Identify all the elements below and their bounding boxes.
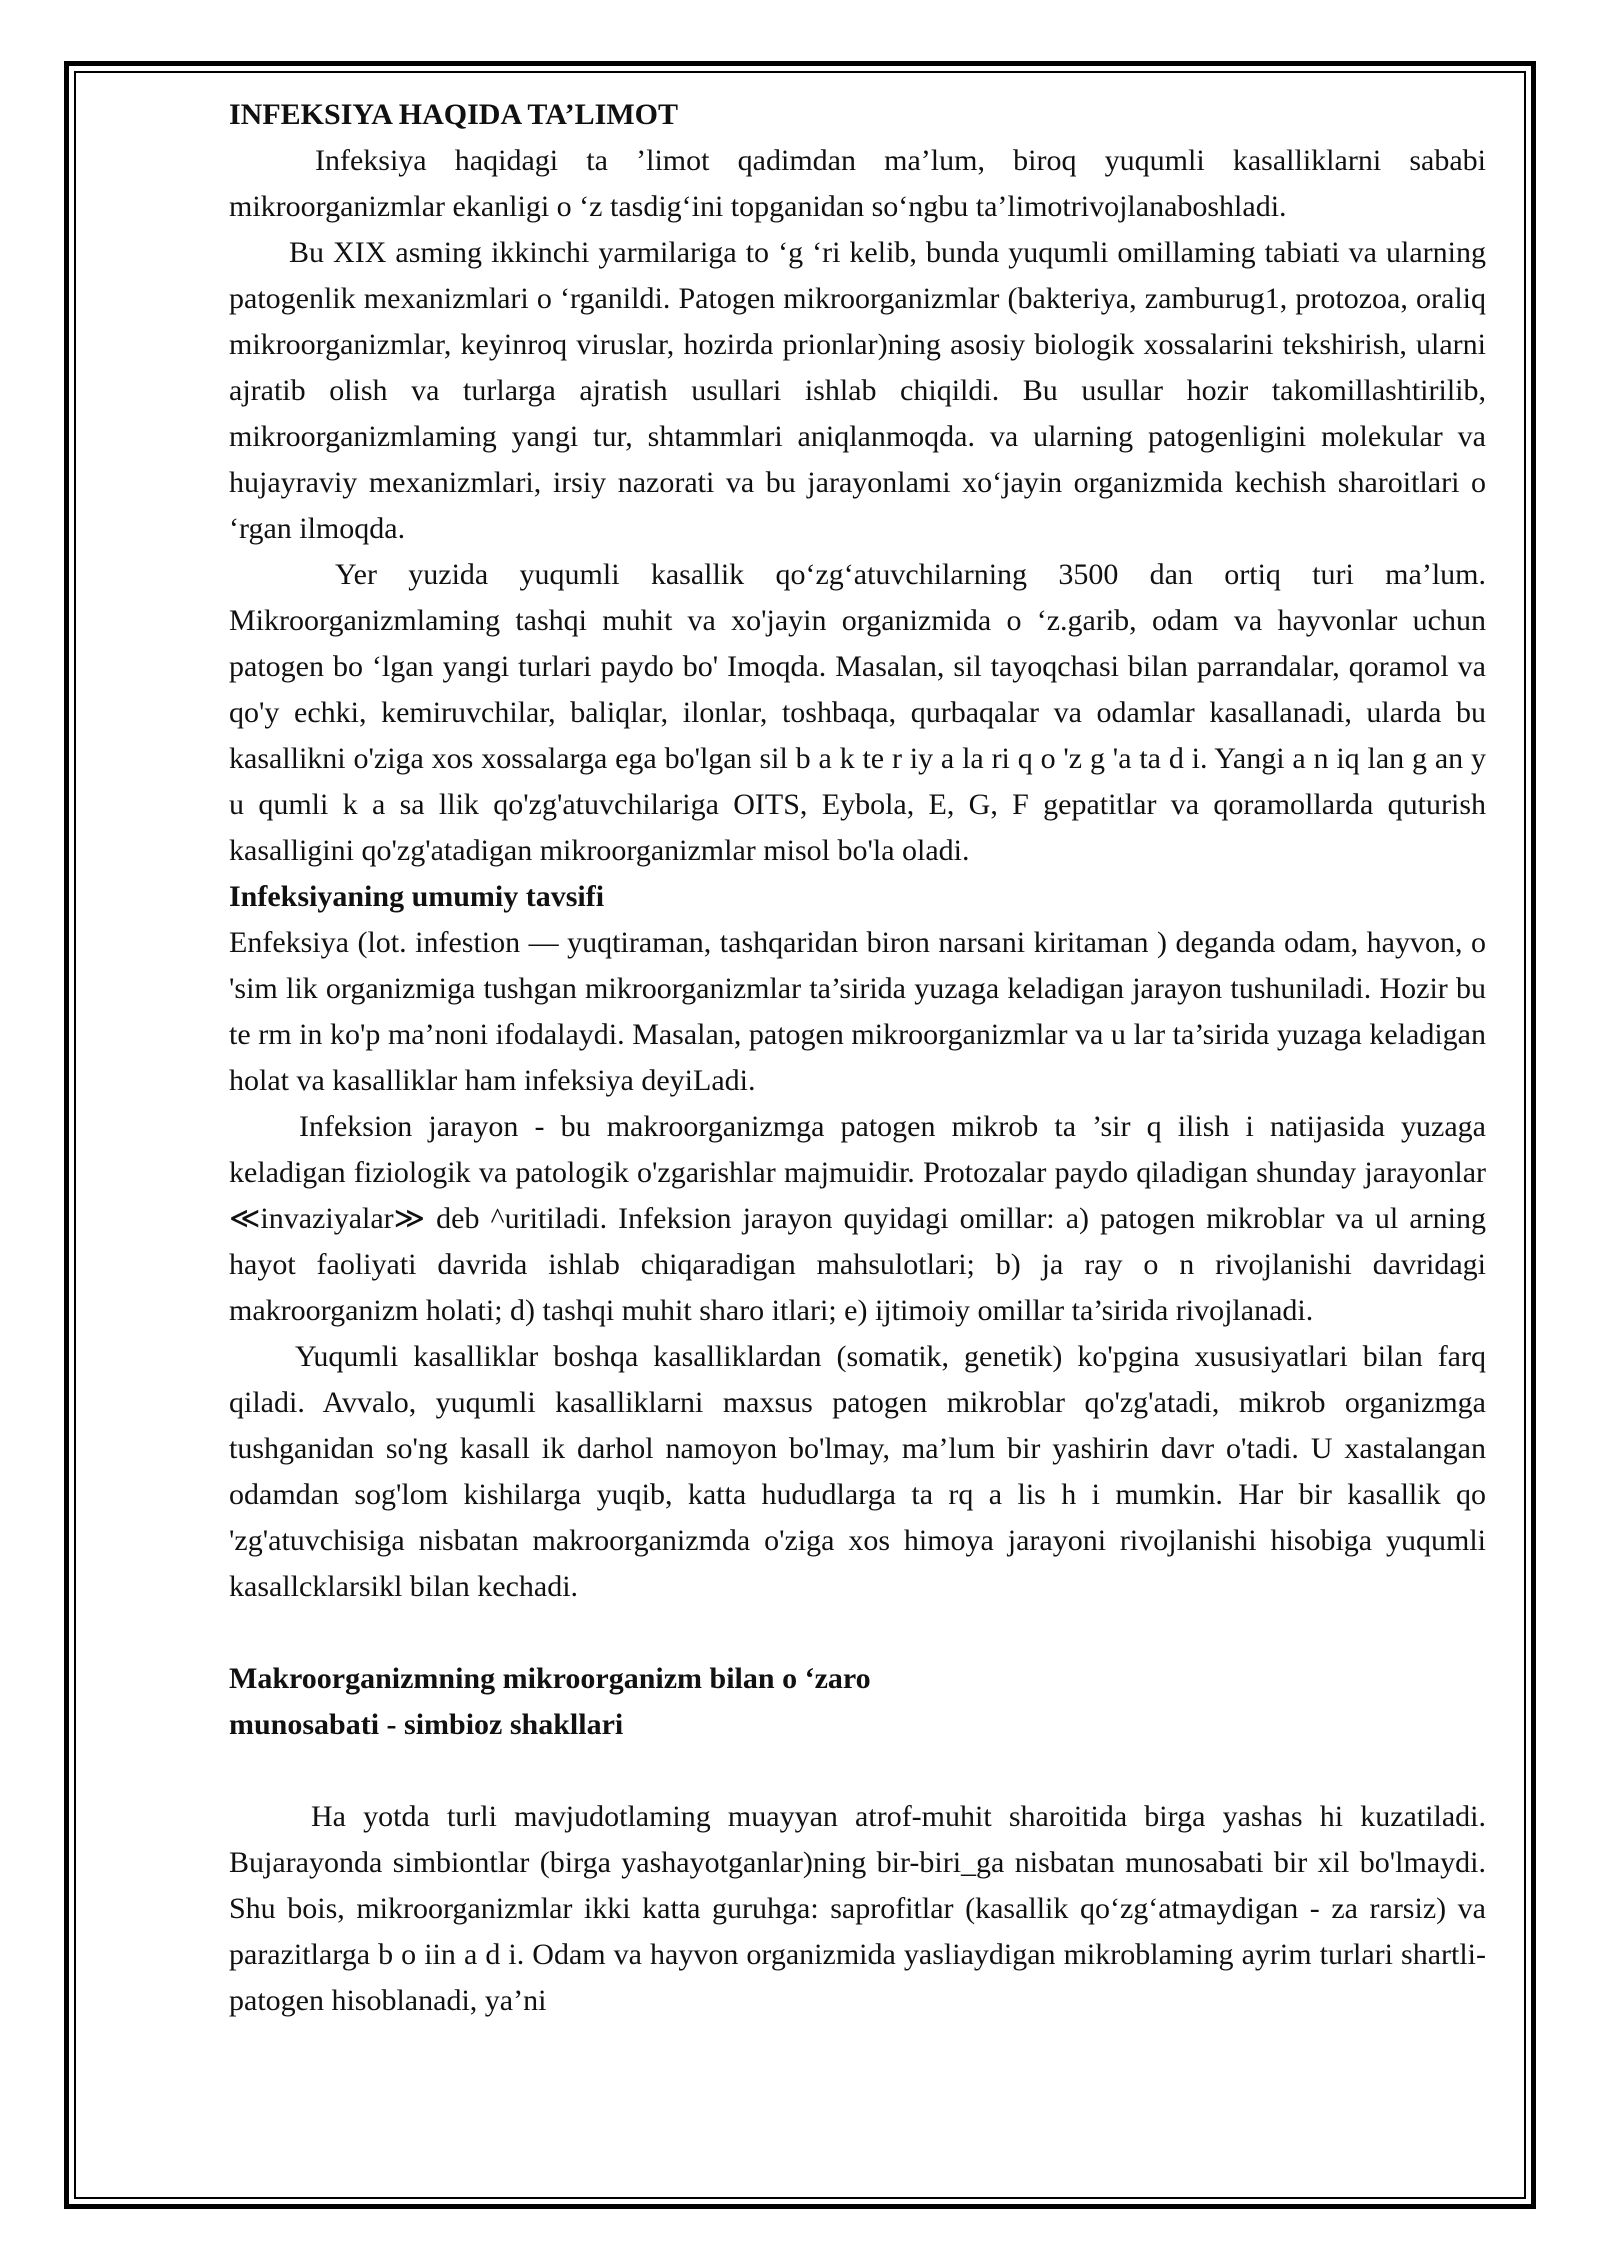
spacer (229, 1748, 1486, 1794)
paragraph-1: Infeksiya haqidagi ta ’limot qadimdan ma’lum, biroq yuqumli kasalliklarni sababi mikroorganizmlar ekanligi o ‘z tasdig‘ini topganidan so‘ngbu ta’limotrivojlanaboshladi. (229, 144, 1486, 223)
paragraph-2: Bu XIX asming ikkinchi yarmilariga to ‘g ‘ri kelib, bunda yuqumli omillaming tabiati va ularning patogenlik mexanizmlari o ‘rganildi. Patogen mikroorganizmlar (bakteriya, zamburug1, protozoa, oraliq mikroorganizmlar, keyinroq viruslar, hozirda prionlar)ning asosiy biologik xossalarini tekshirish, ularni ajratib olish va turlarga ajratish usullari ishlab chiqildi. Bu usullar hozir takomillashtirilib, mikroorganizmlaming yangi tur, shtammlari aniqlanmoqda. va ularning patogenligini molekular va hujayraviy mexanizmlari, irsiy nazorati va bu jarayonlami xo‘jayin organizmida kechish sharoitlari o ‘rgan ilmoqda. (229, 236, 1486, 545)
section-heading-2-line-2: munosabati - simbioz shakllari (229, 1708, 624, 1741)
document-title: INFEKSIYA HAQIDA TA’LIMOT (229, 98, 678, 131)
section-heading-2-line-1: Makroorganizmning mikroorganizm bilan o ‘zaro (229, 1662, 871, 1695)
paragraph-5: Infeksion jarayon - bu makroorganizmga patogen mikrob ta ’sir q ilish i natijasida yuzaga keladigan fiziologik va patologik o'zgarishlar majmuidir. Protozalar paydo qiladigan shunday jarayonlar ≪invaziyalar≫ deb ^uritiladi. Infeksion jarayon quyidagi omillar: a) patogen mikroblar va ul arning hayot faoliyati davrida ishlab chiqaradigan mahsulotlari; b) ja ray o n rivojlanishi davridagi makroorganizm holati; d) tashqi muhit sharo itlari; e) ijtimoiy omillar ta’sirida rivojlanadi. (229, 1110, 1486, 1327)
paragraph-7: Ha yotda turli mavjudotlaming muayyan atrof-muhit sharoitida birga yashas hi kuzatiladi. Bujarayonda simbiontlar (birga yashayotganlar)ning bir-biri_ga nisbatan munosabati bir xil bo'lmaydi. Shu bois, mikroorganizmlar ikki katta guruhga: saprofitlar (kasallik qo‘zg‘atmaydigan - za rarsiz) va parazitlarga b o iin a d i. Odam va hayvon organizmida yasliaydigan mikroblaming ayrim turlari shartli-patogen hisoblanadi, ya’ni (229, 1800, 1486, 2017)
paragraph-6: Yuqumli kasalliklar boshqa kasalliklardan (somatik, genetik) ko'pgina xususiyatlari bilan farq qiladi. Avvalo, yuqumli kasalliklarni maxsus patogen mikroblar qo'zg'atadi, mikrob organizmga tushganidan so'ng kasall ik darhol namoyon bo'lmay, ma’lum bir yashirin davr o'tadi. U xastalangan odamdan sog'lom kishilarga yuqib, katta hududlarga ta rq a lis h i mumkin. Har bir kasallik qo 'zg'atuvchisiga nisbatan makroorganizmda o'ziga xos himoya jarayoni rivojlanishi hisobiga yuqumli kasallcklarsikl bilan kechadi. (229, 1340, 1486, 1603)
section-heading-1: Infeksiyaning umumiy tavsifi (229, 880, 605, 913)
document-body (229, 92, 1486, 2024)
spacer (229, 1610, 1486, 1656)
paragraph-3: Yer yuzida yuqumli kasallik qo‘zg‘atuvchilarning 3500 dan ortiq turi ma’lum. Mikroorganizmlaming tashqi muhit va xo'jayin organizmida o ‘z.garib, odam va hayvonlar uchun patogen bo ‘lgan yangi turlari paydo bo' Imoqda. Masalan, sil tayoqchasi bilan parrandalar, qoramol va qo'y echki, kemiruvchilar, baliqlar, ilonlar, toshbaqa, qurbaqalar va odamlar kasallanadi, ularda bu kasallikni o'ziga xos xossalarga ega bo'lgan sil b a k te r iy a la ri q o 'z g 'a ta d i. Yangi a n iq lan g an y u qumli k a sa llik qo'zg'atuvchilariga OITS, Eybola, E, G, F gepatitlar va qoramollarda quturish kasalligini qo'zg'atadigan mikroorganizmlar misol bo'la oladi. (229, 558, 1486, 867)
paragraph-4: Enfeksiya (lot. infestion — yuqtiraman, tashqaridan biron narsani kiritaman ) deganda odam, hayvon, o 'sim lik organizmiga tushgan mikroorganizmlar ta’sirida yuzaga keladigan jarayon tushuniladi. Hozir bu te rm in ko'p ma’noni ifodalaydi. Masalan, patogen mikroorganizmlar va u lar ta’sirida yuzaga keladigan holat va kasalliklar ham infeksiya deyiLadi. (229, 926, 1486, 1097)
